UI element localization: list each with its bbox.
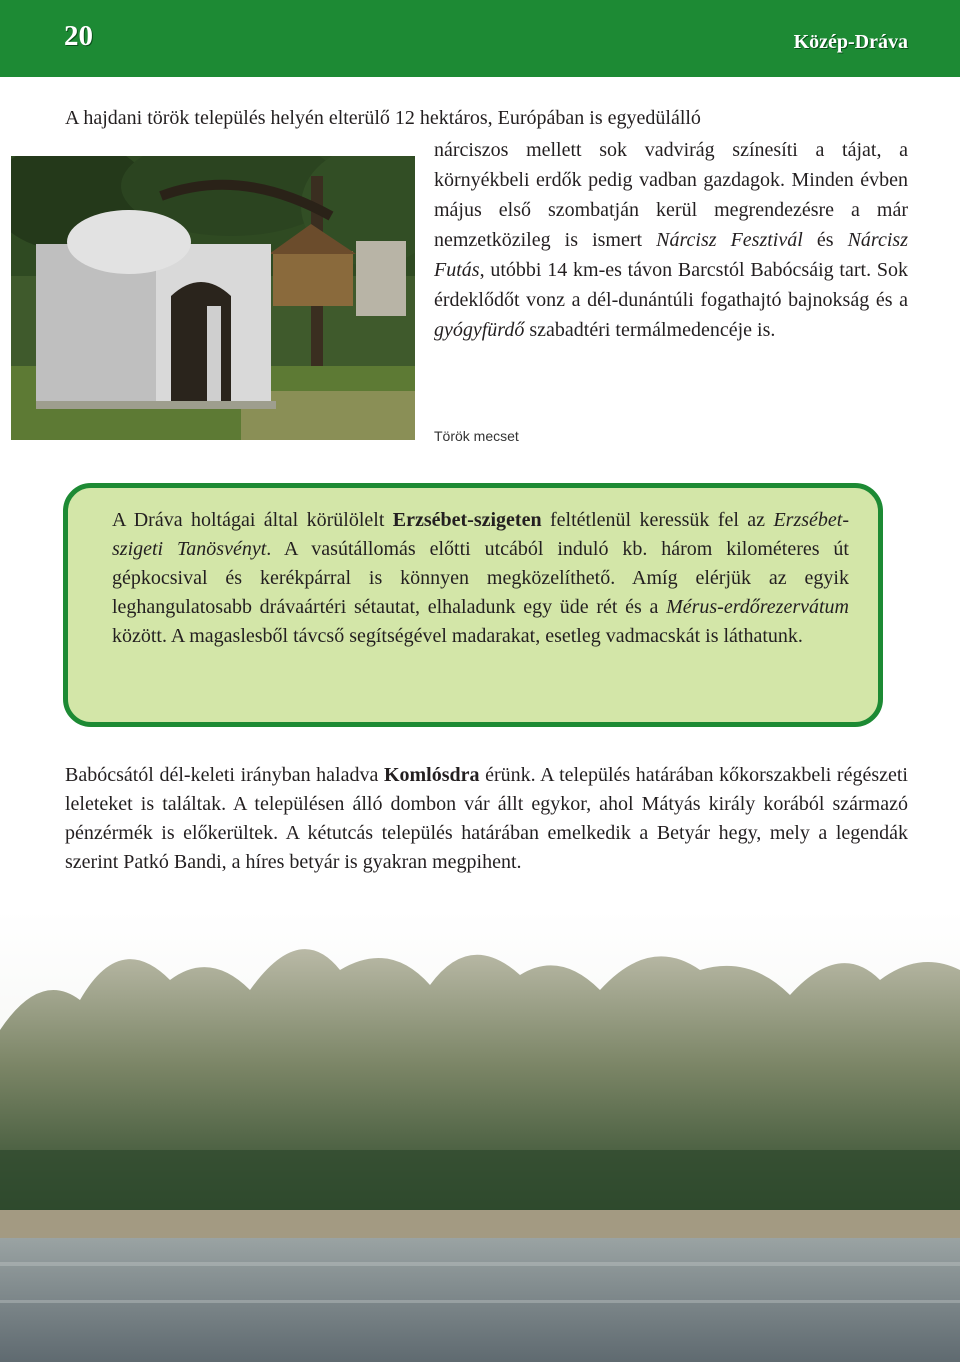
para2-text-2: érünk. A település határában kőkorszakbeli régészeti leleteket is találtak. A településen álló dombon vár állt egykor, ahol Mátyás király korából származó pénzérmék is előkerültek. A kétutcás település határában emelkedik a Betyár hegy, mely a legendák szerint Patkó Bandi, a híres betyár is gyakran megpihent. — [65, 764, 908, 873]
info-text-3: . A vasútállomás előtti utcából induló kb. három kilométeres út gépkocsival és kerékpárral is könnyen megközelíthető. Amíg elérjük az egyik leghangulatosabb drávaártéri sétautat, elhaladunk egy üde rét és a — [112, 538, 849, 618]
drava-riverbank-forest-photo — [0, 910, 960, 1362]
info-text-4: között. A magaslesből távcső segítségével madarakat, esetleg vadmacskát is láthatunk. — [112, 625, 803, 647]
komlosd-paragraph — [65, 761, 908, 877]
island-name: Erzsébet-szigeten — [392, 509, 542, 531]
narcissus-run-name: Nárcisz Futás — [434, 229, 908, 281]
para2-text-1: Babócsától dél-keleti irányban haladva — [65, 764, 384, 786]
intro-paragraph — [434, 135, 908, 345]
place-name: Komlósdra — [383, 764, 480, 786]
photo-caption: Török mecset — [434, 428, 519, 444]
info-text-2: feltétlenül keressük fel az — [541, 509, 774, 531]
info-box-text — [112, 506, 849, 651]
info-text-1: A Dráva holtágai által körülölelt — [112, 509, 393, 531]
intro-text-b: és — [802, 229, 848, 251]
trail-name: Erzsébet-szigeti Tanösvényt — [112, 509, 849, 560]
forest-reserve-name: Mérus-erdőrezervátum — [666, 596, 849, 618]
intro-first-line: A hajdani török település helyén elterülő 12 hektáros, Európában is egyedülálló — [65, 107, 701, 129]
narcissus-festival-name: Nárcisz Fesztivál — [656, 229, 803, 251]
intro-text-d: szabadtéri termálmedencéje is. — [524, 319, 776, 341]
turkish-mosque-photo — [11, 156, 415, 440]
intro-text-a: nárciszos mellett sok vadvirág színesíti a tájat, a környékbeli erdők pedig vadban gazdagok. Minden évben május első szombatján kerül megrendezésre a már nemzetközileg is ismert — [434, 139, 908, 251]
section-title: Közép-Dráva — [793, 31, 908, 53]
intro-text-c: , utóbbi 14 km-es távon Barcstól Babócsáig tart. Sok érdeklődőt vonz a dél-dunántúli fogathajtó bajnokság és a — [434, 259, 908, 311]
page-header — [0, 0, 960, 77]
page-number: 20 — [64, 20, 93, 52]
spa-word: gyógyfürdő — [434, 319, 525, 341]
